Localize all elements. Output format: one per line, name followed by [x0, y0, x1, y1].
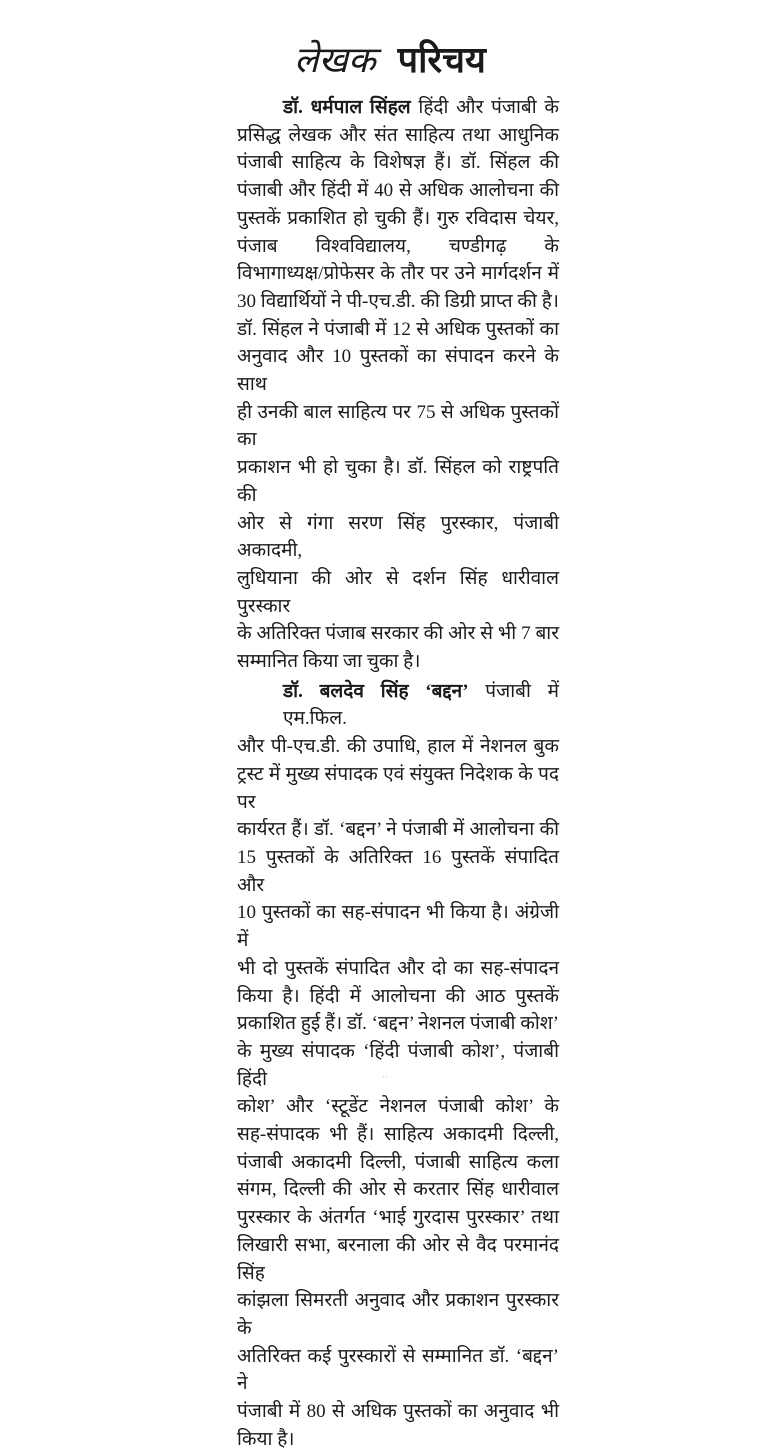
line-text: के मुख्य संपादक ‘हिंदी पंजाबी कोश’, पंजाबी हिंदी: [237, 1040, 559, 1090]
text-line: [237, 1149, 559, 1177]
paragraph-baldev-singh-baddan: [237, 678, 559, 1453]
text-line: [237, 177, 559, 205]
text-line: [237, 955, 559, 983]
page-title: [0, 38, 780, 82]
line-text: ही उनकी बाल साहित्य पर 75 से अधिक पुस्तकों का: [237, 401, 559, 451]
text-line: [237, 233, 559, 261]
line-text: कांझला सिमरती अनुवाद और प्रकाशन पुरस्कार के: [237, 1290, 559, 1339]
line-text: प्रसिद्ध लेखक और संत साहित्य तथा आधुनिक: [237, 124, 559, 146]
text-line: [237, 899, 559, 954]
line-text: अनुवाद और 10 पुस्तकों का संपादन करने के साथ: [237, 346, 559, 396]
line-text: पंजाबी में एम.फिल.: [283, 680, 559, 730]
line-text: पंजाबी में 80 से अधिक पुस्तकों का अनुवाद भी: [237, 1401, 559, 1423]
line-text: संगम, दिल्ली की ओर से करतार सिंह धारीवाल: [237, 1179, 559, 1201]
text-line: [237, 1287, 559, 1342]
title-part-introduction: परिचय: [397, 40, 486, 80]
text-line: [237, 1398, 559, 1426]
line-text: के अतिरिक्त पंजाब सरकार की ओर से भी 7 बार: [237, 623, 559, 645]
text-line: [237, 510, 559, 565]
text-line: [237, 1204, 559, 1232]
text-line: [237, 983, 559, 1011]
text-line: [237, 844, 559, 899]
text-line: [237, 733, 559, 761]
line-text: विभागाध्यक्ष/प्रोफेसर के तौर पर उने मार्गदर्शन में: [237, 263, 559, 285]
text-line: [237, 1093, 559, 1121]
line-text: लुधियाना की ओर से दर्शन सिंह धारीवाल पुरस्कार: [237, 567, 559, 617]
line-text: प्रकाशन भी हो चुका है। डॉ. सिंहल को राष्ट्रपति की: [237, 457, 559, 506]
line-text: पंजाबी साहित्य के विशेषज्ञ हैं। डॉ. सिंहल की: [237, 152, 559, 174]
line-text: ओर से गंगा सरण सिंह पुरस्कार, पंजाबी अकादमी,: [237, 512, 559, 562]
text-line: [237, 288, 559, 316]
line-text: ट्रस्ट में मुख्य संपादक एवं संयुक्त निदेशक के पद पर: [237, 763, 559, 813]
line-text: किया है। हिंदी में आलोचना की आठ पुस्तकें: [237, 985, 559, 1007]
line-text: पुस्तकें प्रकाशित हो चुकी हैं। गुरु रविदास चेयर,: [237, 207, 559, 229]
line-text: लिखारी सभा, बरनाला की ओर से वैद परमानंद सिंह: [237, 1234, 559, 1284]
text-line: [237, 1343, 559, 1398]
text-line: [237, 260, 559, 288]
text-line: [237, 1176, 559, 1204]
line-text: 30 विद्यार्थियों ने पी-एच.डी. की डिग्री प्राप्त की है।: [237, 290, 559, 312]
paragraph-dharampal-singhal: [237, 94, 559, 676]
line-text: हिंदी और पंजाबी के: [410, 97, 560, 118]
line-text: अतिरिक्त कई पुरस्कारों से सम्मानित डॉ. ‘बद्दन’ ने: [237, 1345, 559, 1395]
text-line: [237, 343, 559, 398]
line-text: सम्मानित किया जा चुका है।: [237, 651, 421, 673]
text-line: [237, 678, 559, 733]
text-line: [237, 620, 559, 648]
author-name: डॉ. बलदेव सिंह ‘बद्दन’: [283, 680, 469, 702]
text-line: [237, 565, 559, 620]
text-line: [237, 94, 559, 122]
title-part-author: लेखक: [294, 40, 376, 80]
page-mark: ··: [382, 1072, 388, 1082]
line-text: कोश’ और ‘स्टूडेंट नेशनल पंजाबी कोश’ के: [237, 1096, 559, 1118]
text-line: [237, 205, 559, 233]
text-line: [237, 316, 559, 344]
text-line: [237, 149, 559, 177]
text-line: [237, 1121, 559, 1149]
line-text: 15 पुस्तकों के अतिरिक्त 16 पुस्तकें संपादित और: [237, 846, 559, 896]
line-text: भी दो पुस्तकें संपादित और दो का सह-संपादन: [237, 957, 559, 979]
body-text: [237, 94, 559, 1453]
line-text: और पी-एच.डी. की उपाधि, हाल में नेशनल बुक: [237, 736, 559, 758]
text-line: [237, 122, 559, 150]
line-text: पुरस्कार के अंतर्गत ‘भाई गुरदास पुरस्कार’ तथा: [237, 1207, 559, 1229]
text-line: [237, 454, 559, 509]
text-line: [237, 816, 559, 844]
line-text: पंजाब विश्वविद्यालय, चण्डीगढ़ के: [237, 235, 559, 257]
text-line: [237, 761, 559, 816]
line-text: प्रकाशित हुई हैं। डॉ. ‘बद्दन’ नेशनल पंजाबी कोश’: [237, 1013, 559, 1035]
text-line: [237, 399, 559, 454]
line-text: किया है।: [237, 1428, 295, 1450]
line-text: सह-संपादक भी हैं। साहित्य अकादमी दिल्ली,: [237, 1124, 559, 1146]
line-text: पंजाबी अकादमी दिल्ली, पंजाबी साहित्य कला: [237, 1151, 559, 1173]
text-line: [237, 1232, 559, 1287]
line-text: कार्यरत हैं। डॉ. ‘बद्दन’ ने पंजाबी में आलोचना की: [237, 819, 559, 841]
text-line: [237, 1038, 559, 1093]
line-text: पंजाबी और हिंदी में 40 से अधिक आलोचना की: [237, 180, 559, 202]
text-line: [237, 1010, 559, 1038]
line-text: डॉ. सिंहल ने पंजाबी में 12 से अधिक पुस्तकों का: [237, 318, 559, 340]
text-line: [237, 648, 559, 676]
author-name: डॉ. धर्मपाल सिंहल: [283, 97, 411, 118]
line-text: 10 पुस्तकों का सह-संपादन भी किया है। अंग्रेजी में: [237, 902, 559, 952]
text-line: [237, 1426, 559, 1453]
